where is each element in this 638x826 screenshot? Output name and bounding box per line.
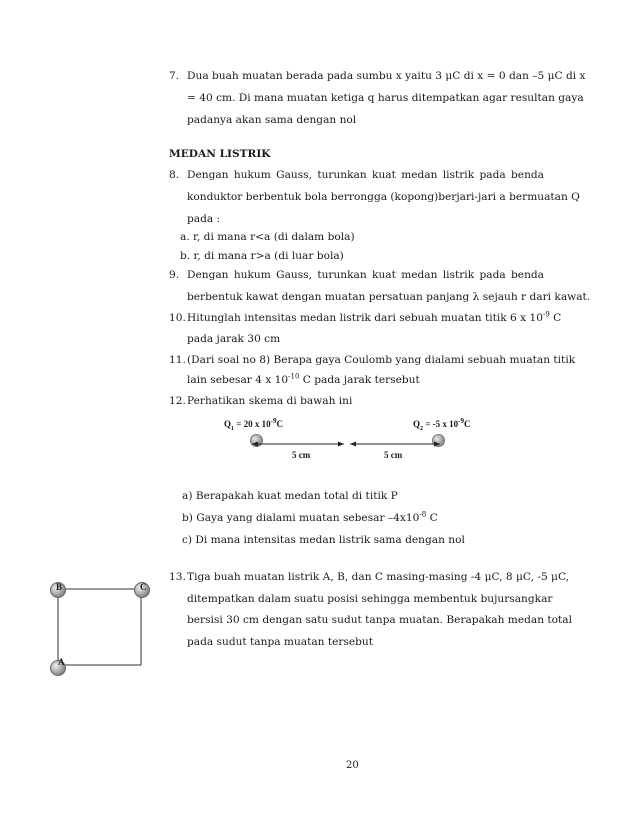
question-number: 7.: [169, 70, 180, 82]
label-b: B: [56, 582, 63, 592]
question-number: 10.: [169, 312, 186, 324]
question-text-line: (Dari soal no 8) Berapa gaya Coulomb yang dialami sebuah muatan titik: [187, 354, 576, 366]
label-a: A: [58, 657, 65, 667]
sub-item-a: a. r, di mana r<a (di dalam bola): [180, 231, 355, 243]
page-number: 20: [346, 760, 359, 771]
charge-q2-label: $Q_2 = -5$ x $10^{-9}C$: [413, 417, 471, 432]
question-text-line: Dengan hukum Gauss, turunkan kuat medan listrik pada benda: [187, 269, 544, 281]
section-title: MEDAN LISTRIK: [169, 148, 271, 160]
question-number: 8.: [169, 169, 180, 181]
label-c: C: [140, 582, 147, 592]
sub-item-c: c) Di mana intensitas medan listrik sama dengan nol: [182, 534, 465, 546]
question-text-line: berbentuk kawat dengan muatan persatuan panjang λ sejauh r dari kawat.: [187, 291, 591, 303]
distance-arrows: [250, 436, 445, 448]
question-text-line: = 40 cm. Di mana muatan ketiga q harus ditempatkan agar resultan gaya: [187, 92, 584, 104]
question-text-line: Dengan hukum Gauss, turunkan kuat medan listrik pada benda: [187, 169, 544, 181]
question-text-line: Dua buah muatan berada pada sumbu x yaitu 3 μC di x = 0 dan –5 μC di x: [187, 70, 586, 82]
question-number: 9.: [169, 269, 180, 281]
question-text-line: bersisi 30 cm dengan satu sudut tanpa muatan. Berapakah medan total: [187, 614, 573, 626]
question-text-line: konduktor berbentuk bola berrongga (kopong)berjari-jari a bermuatan Q: [187, 191, 580, 203]
sub-item-b: b. r, di mana r>a (di luar bola): [180, 250, 344, 262]
sub-item-b: b) Gaya yang dialami muatan sebesar $-4x10^{-8}$ C: [182, 510, 438, 524]
charge-q1-label: $Q_1 = 20$ x $10^{-9}C$: [224, 417, 283, 432]
question-text-line: ditempatkan dalam suatu posisi sehingga membentuk bujursangkar: [187, 593, 553, 605]
distance-label-1: 5 cm: [292, 450, 311, 460]
square-outline: [56, 586, 146, 668]
question-number: 12.: [169, 395, 186, 407]
question-text-line: pada sudut tanpa muatan tersebut: [187, 636, 374, 648]
question-text-line: pada :: [187, 213, 221, 225]
question-text-line: padanya akan sama dengan nol: [187, 114, 357, 126]
question-number: 11.: [169, 354, 186, 366]
question-text-line: pada jarak 30 cm: [187, 333, 281, 345]
sub-item-a: a) Berapakah kuat medan total di titik P: [182, 490, 398, 502]
distance-label-2: 5 cm: [384, 450, 403, 460]
question-text-line: Tiga buah muatan listrik A, B, dan C masing-masing -4 μC, 8 μC, -5 μC,: [187, 571, 570, 583]
question-text-line: lain sebesar 4 x $10^{-10}$ C pada jarak tersebut: [187, 372, 420, 386]
question-number: 13.: [169, 571, 186, 583]
question-text-line: Perhatikan skema di bawah ini: [187, 395, 353, 407]
question-text-line: Hitunglah intensitas medan listrik dari sebuah muatan titik 6 x $10^{-9}$ C: [187, 310, 562, 324]
